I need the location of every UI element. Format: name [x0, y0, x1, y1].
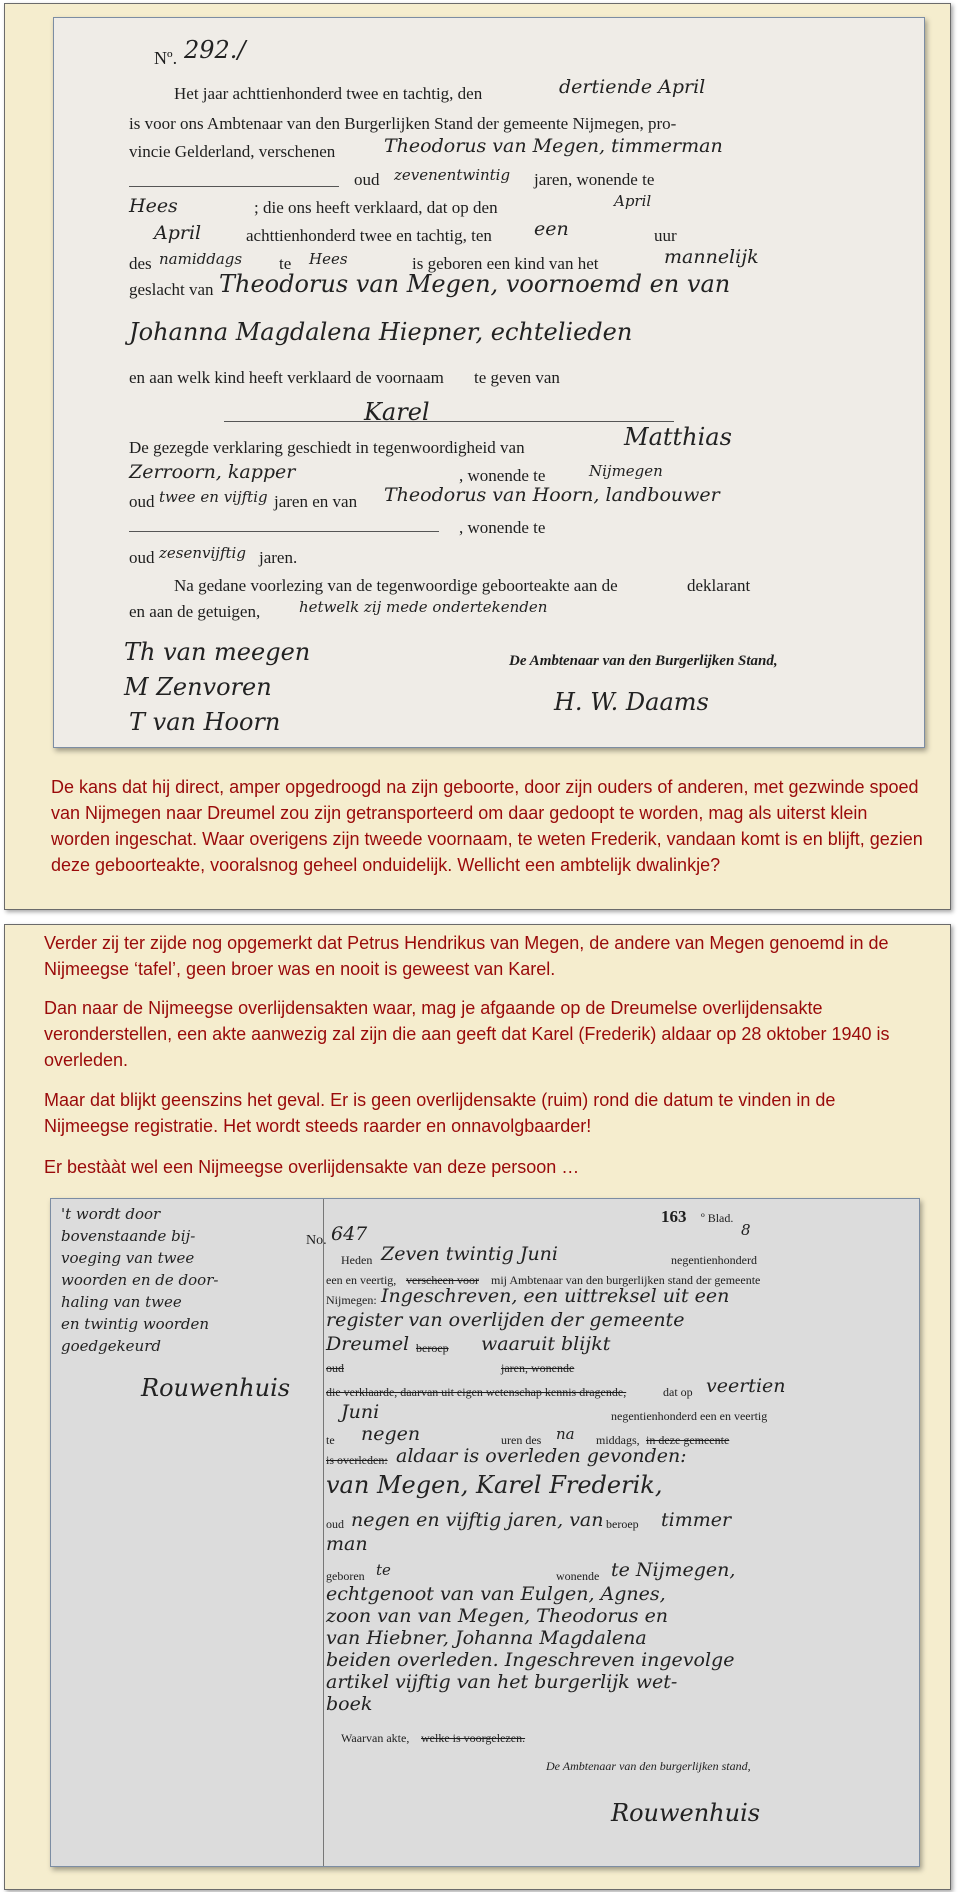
uren-des: uren des [501, 1433, 542, 1447]
line7-te: te [279, 254, 292, 273]
beroep2: beroep [606, 1517, 639, 1531]
hw-man: man [326, 1533, 368, 1555]
hw-witness1a: Matthias [624, 423, 732, 451]
hw-l4: beiden overleden. Ingeschreven ingevolge [326, 1649, 735, 1671]
line14: jaren en van [274, 492, 358, 511]
hw-hour: negen [361, 1423, 421, 1445]
waarvan: Waarvan akte, [341, 1731, 410, 1745]
heden-b: negentienhonderd [671, 1253, 757, 1267]
hw-margin2: bovenstaande bij- [61, 1227, 196, 1245]
death-line3: Nijmegen: [326, 1293, 377, 1307]
hw-witness1c: Nijmegen [589, 462, 663, 480]
hw-day: veertien [706, 1375, 786, 1397]
geboren: geboren [326, 1569, 365, 1583]
paragraph-5: Er bestààt wel een Nijmeegse overlijdensakte van deze persoon … [44, 1157, 580, 1177]
hw-margin4: woorden en de door- [61, 1271, 219, 1289]
panel-birth [4, 3, 951, 910]
hw-dreumel: Dreumel [326, 1333, 410, 1355]
death-line2: een en veertig, [326, 1273, 397, 1287]
line17: Na gedane voorlezing van de tegenwoordige geboorteakte aan de [174, 576, 618, 595]
hw-month: Juni [341, 1401, 380, 1423]
die-verklaarde-strike: die verklaarde, daarvan uit eigen wetenschap kennis dragende, [326, 1385, 627, 1399]
hw-date: dertiende April [559, 76, 706, 98]
line15: , wonende te [459, 518, 546, 537]
hw-ingeschreven: Ingeschreven, een uittreksel uit een [381, 1285, 730, 1307]
hw-sig3: T van Hoorn [129, 708, 281, 736]
line18: en aan de getuigen, [129, 602, 261, 621]
hw-margin3: voeging van twee [61, 1249, 195, 1267]
hw-margin5: haling van twee [61, 1293, 182, 1311]
hw-hour: een [534, 218, 569, 240]
hw-blad-no: 8 [741, 1221, 751, 1239]
no-label: No. [306, 1233, 327, 1248]
line4-jaren: jaren, wonende te [534, 170, 655, 189]
blad-label: º Blad. [701, 1211, 734, 1225]
line6: achttienhonderd twee en tachtig, ten [246, 226, 492, 245]
hw-name: van Megen, Karel Frederik, [326, 1471, 663, 1499]
line7: is geboren een kind van het [412, 254, 599, 273]
hw-weekday: April [614, 192, 652, 210]
hw-l2: zoon van van Megen, Theodorus en [326, 1605, 669, 1627]
death-line2-strike: verscheen voor [406, 1273, 479, 1287]
wonende: wonende [556, 1569, 600, 1583]
hw-sig-official-death: Rouwenhuis [611, 1799, 761, 1827]
line13: , wonende te [459, 466, 546, 485]
paragraph-1: De kans dat hij direct, amper opgedroogd na zijn geboorte, door zijn ouders of anderen, met gezwinde spoed van Nijmegen naar Dreumel zou zijn getransporteerd om daar gedoopt te worden, mag als uiterst klein worden ingeschat. Waar overigens zijn tweede voornaam, te weten Frederik, vandaan komt is en blijft, gezien deze geboorteakte, vooralsnog geheel onduidelijk. Wellicht een ambtelijk dwalinkje? [51, 777, 923, 875]
hw-age: negen en vijftig jaren, van [351, 1509, 604, 1531]
dat-op: dat op [663, 1385, 693, 1399]
margin-divider [323, 1199, 324, 1866]
hw-na: na [556, 1425, 575, 1443]
hw-register: register van overlijden der gemeente [326, 1309, 685, 1331]
line12: De gezegde verklaring geschiedt in tegenwoordigheid van [129, 438, 525, 457]
hw-blijkt: waaruit blijkt [481, 1333, 611, 1355]
number-value: 292./ [184, 36, 246, 64]
line3: vincie Gelderland, verschenen [129, 142, 336, 161]
hw-witness2: Theodorus van Hoorn, landbouwer [384, 484, 720, 506]
jaren-wonende-strike: jaren, wonende [501, 1361, 575, 1375]
blank-line [129, 186, 339, 187]
hw-age3: zesenvijftig [159, 544, 246, 562]
number-label: Nº. [154, 48, 178, 68]
hw-no: 647 [331, 1223, 368, 1245]
hw-margin1: 't wordt door [61, 1205, 161, 1223]
hw-father: Theodorus van Megen, timmerman [384, 135, 723, 157]
hw-aldaar: aldaar is overleden gevonden: [396, 1445, 687, 1467]
hw-margin7: goedgekeurd [61, 1337, 161, 1355]
page-number: 163 [661, 1207, 687, 1226]
line8: geslacht van [129, 280, 214, 299]
hw-parents1: Theodorus van Megen, voornoemd en van [219, 270, 731, 298]
hw-witness1b: Zerroorn, kapper [129, 461, 296, 483]
blank-line-2 [129, 531, 439, 532]
line17-b: deklarant [687, 576, 751, 595]
line16: jaren. [259, 548, 298, 567]
official-title: De Ambtenaar van den Burgerlijken Stand, [509, 653, 778, 669]
line10: en aan welk kind heeft verklaard de voornaam [129, 368, 444, 387]
heden: Heden [341, 1253, 373, 1267]
hw-age: zevenentwintig [394, 166, 511, 184]
paragraph-2: Verder zij ter zijde nog opgemerkt dat Petrus Hendrikus van Megen, de andere van Megen genoemd in de Nijmeegse ‘tafel’, geen broer was en nooit is geweest van Karel. [44, 933, 889, 979]
oud-strike: oud [326, 1361, 344, 1375]
hw-namiddag: namiddags [159, 250, 243, 268]
line4-oud: oud [354, 170, 380, 189]
oud2: oud [326, 1517, 344, 1531]
hw-beroep: timmer [661, 1509, 732, 1531]
hw-sex: mannelijk [664, 246, 759, 268]
paragraph-4: Maar dat blijkt geenszins het geval. Er is geen overlijdensakte (ruim) rond die datum te vinden in de Nijmeegse registratie. Het wordt steeds raarder en onnavolgbaarder! [44, 1090, 836, 1136]
official-title-death: De Ambtenaar van den burgerlijken stand, [546, 1759, 751, 1773]
line7-des: des [129, 254, 152, 273]
hw-name: Karel [364, 398, 430, 426]
death-certificate-scan [50, 1198, 920, 1867]
hw-parents2: Johanna Magdalena Hiepner, echtelieden [129, 318, 633, 346]
hw-l3: van Hiebner, Johanna Magdalena [326, 1627, 647, 1649]
hw-l6: boek [326, 1693, 373, 1715]
line14-oud: oud [129, 492, 155, 511]
birth-certificate-scan [53, 17, 925, 748]
hw-l1: echtgenoot van van Eulgen, Agnes, [326, 1583, 666, 1605]
hw-signed: hetwelk zij mede ondertekenden [299, 598, 548, 616]
beroep-strike: beroep [416, 1341, 449, 1355]
middags: middags, [596, 1433, 640, 1447]
hw-geb: te [376, 1561, 391, 1579]
hw-place2: Hees [309, 250, 348, 268]
hw-sig2: M Zenvoren [124, 673, 272, 701]
line1: Het jaar achttienhonderd twee en tachtig, den [174, 84, 483, 103]
hw-place: Hees [129, 195, 178, 217]
in-deze-strike: in deze gemeente [646, 1433, 730, 1447]
hw-month: April [154, 222, 202, 244]
hw-margin6: en twintig woorden [61, 1315, 210, 1333]
hw-wonende: te Nijmegen, [611, 1559, 736, 1581]
is-overleden-strike: is overleden: [326, 1453, 388, 1467]
line10-b: te geven van [474, 368, 560, 387]
hw-age2: twee en vijftig [159, 488, 268, 506]
hw-l5: artikel vijftig van het burgerlijk wet- [326, 1671, 678, 1693]
name-line [224, 421, 674, 422]
te: te [326, 1433, 335, 1447]
welke-strike: welke is voorgelezen. [421, 1731, 526, 1745]
death-line2-b: mij Ambtenaar van den burgerlijken stand der gemeente [491, 1273, 761, 1287]
hw-margin-sig: Rouwenhuis [141, 1374, 291, 1402]
negentien2: negentienhonderd een en veertig [611, 1409, 768, 1423]
line16-oud: oud [129, 548, 155, 567]
paragraph-3: Dan naar de Nijmeegse overlijdensakten waar, mag je afgaande op de Dreumelse overlijdensakte veronderstellen, een akte aanwezig zal zijn die aan geeft dat Karel (Frederik) aldaar op 28 oktober 1940 is overleden. [44, 998, 890, 1070]
line6-uur: uur [654, 226, 677, 245]
line2: is voor ons Ambtenaar van den Burgerlijken Stand der gemeente Nijmegen, pro- [129, 114, 677, 133]
hw-date: Zeven twintig Juni [381, 1243, 558, 1265]
hw-sig-official: H. W. Daams [554, 688, 709, 716]
line5: ; die ons heeft verklaard, dat op den [254, 198, 498, 217]
hw-sig1: Th van meegen [124, 638, 311, 666]
